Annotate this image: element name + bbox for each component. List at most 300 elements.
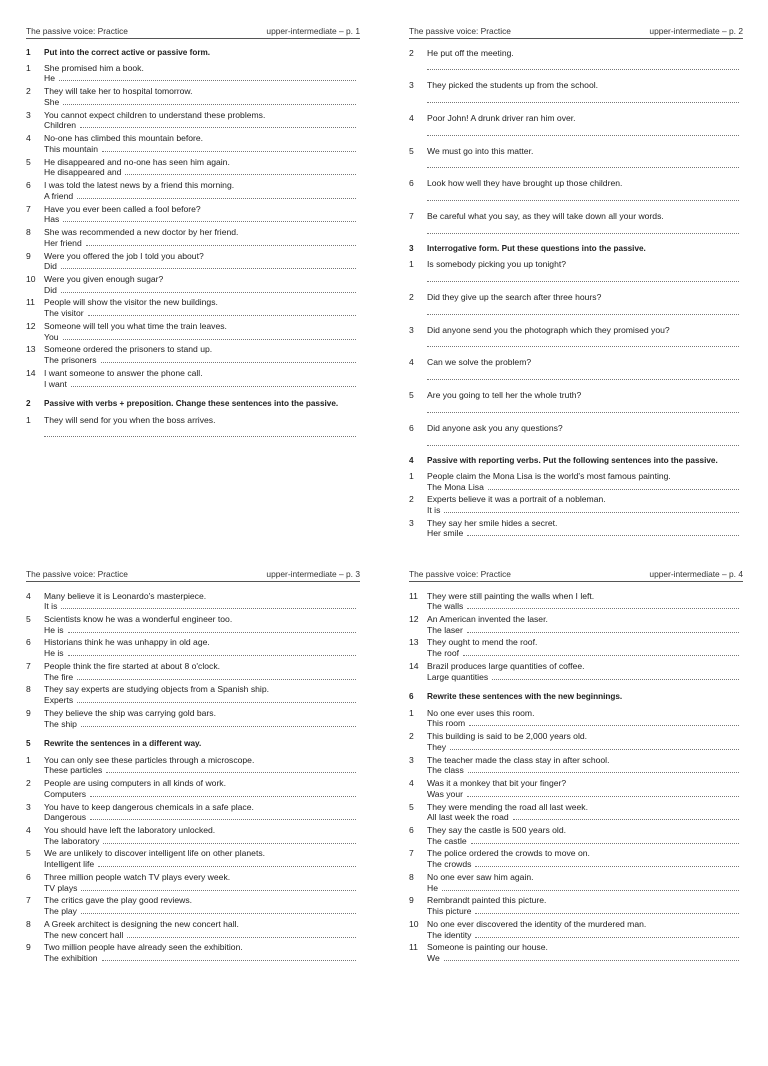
question-text: You can only see these particles through a microscope. xyxy=(44,754,255,765)
answer-stem: He xyxy=(427,882,438,893)
answer-stem: The Mona Lisa xyxy=(427,481,484,492)
answer-stem: It is xyxy=(427,505,441,516)
question-text: Have you ever been called a fool before? xyxy=(44,203,201,214)
question-line xyxy=(409,708,743,719)
answer-stem: Children xyxy=(44,120,77,131)
question-line xyxy=(26,637,360,648)
answer-stem: The exhibition xyxy=(44,953,98,964)
item-number: 2 xyxy=(26,86,31,97)
answer-line xyxy=(409,672,743,683)
item-number: 11 xyxy=(409,942,418,953)
exercise-item xyxy=(409,113,743,136)
exercise-item xyxy=(409,292,743,315)
answer-line xyxy=(26,953,360,964)
answer-line xyxy=(409,648,743,659)
answer-line xyxy=(26,167,360,178)
answer-blank xyxy=(81,883,356,891)
exercise xyxy=(409,456,743,540)
question-line xyxy=(409,518,743,529)
answer-line xyxy=(26,308,360,319)
exercise-item xyxy=(409,895,743,916)
question-line xyxy=(409,731,743,742)
exercise-item xyxy=(26,157,360,178)
item-number: 5 xyxy=(26,156,31,167)
answer-blank xyxy=(90,789,356,797)
answer-line xyxy=(409,189,743,201)
item-number: 3 xyxy=(409,80,414,91)
item-number: 3 xyxy=(26,801,31,812)
question-line xyxy=(26,872,360,883)
question-line xyxy=(409,591,743,602)
answer-stem: This picture xyxy=(427,906,472,917)
answer-stem: The visitor xyxy=(44,308,84,319)
question-line xyxy=(409,357,743,368)
exercise-item xyxy=(26,848,360,869)
question-line xyxy=(26,86,360,97)
exercise-item xyxy=(409,942,743,963)
answer-blank xyxy=(127,930,356,938)
answer-blank xyxy=(427,58,739,70)
question-line xyxy=(26,180,360,191)
answer-blank xyxy=(427,434,739,446)
exercise-title xyxy=(26,48,360,58)
item-number: 7 xyxy=(26,895,31,906)
question-line xyxy=(409,390,743,401)
answer-line xyxy=(409,836,743,847)
question-line xyxy=(26,614,360,625)
worksheet-page-4 xyxy=(409,569,743,1066)
item-number: 6 xyxy=(26,871,31,882)
exercise-number: 3 xyxy=(409,243,414,253)
item-number: 7 xyxy=(409,211,414,222)
question-line xyxy=(26,344,360,355)
answer-line xyxy=(409,124,743,136)
exercise-item xyxy=(26,684,360,705)
question-line xyxy=(409,778,743,789)
item-number: 4 xyxy=(409,357,414,368)
item-number: 8 xyxy=(26,227,31,238)
answer-stem: Has xyxy=(44,214,60,225)
answer-line xyxy=(409,930,743,941)
exercise-item xyxy=(409,471,743,492)
exercise-item xyxy=(26,86,360,107)
answer-blank xyxy=(81,906,356,914)
answer-line xyxy=(26,332,360,343)
question-text: Two million people have already seen the exhibition. xyxy=(44,942,243,953)
worksheet-page-1 xyxy=(26,26,360,523)
exercise-item xyxy=(26,321,360,342)
item-number: 7 xyxy=(26,203,31,214)
answer-stem: TV plays xyxy=(44,882,78,893)
question-text: She promised him a book. xyxy=(44,62,144,73)
exercise xyxy=(409,244,743,446)
question-text: Were you given enough sugar? xyxy=(44,273,164,284)
answer-line xyxy=(409,859,743,870)
exercise-item xyxy=(409,518,743,539)
answer-stem: We xyxy=(427,953,440,964)
item-number: 9 xyxy=(26,250,31,261)
item-number: 7 xyxy=(26,660,31,671)
question-line xyxy=(26,848,360,859)
item-number: 2 xyxy=(409,291,414,302)
answer-blank xyxy=(102,953,356,961)
exercise-item xyxy=(409,178,743,201)
exercise-number: 5 xyxy=(26,739,31,749)
exercise xyxy=(409,48,743,234)
answer-blank xyxy=(468,765,739,773)
answer-stem: The new concert hall xyxy=(44,929,124,940)
answer-line xyxy=(409,482,743,493)
answer-line xyxy=(26,379,360,390)
question-line xyxy=(26,919,360,930)
question-text: Is somebody picking you up tonight? xyxy=(427,259,567,270)
question-line xyxy=(26,227,360,238)
exercise-item xyxy=(26,919,360,940)
item-number: 4 xyxy=(26,133,31,144)
item-number: 4 xyxy=(26,590,31,601)
exercise-instruction: Put into the correct active or passive form. xyxy=(44,47,211,57)
question-line xyxy=(409,614,743,625)
question-line xyxy=(409,919,743,930)
question-text: A Greek architect is designing the new concert hall. xyxy=(44,918,239,929)
question-line xyxy=(409,146,743,157)
item-number: 9 xyxy=(409,895,414,906)
exercise-item xyxy=(26,895,360,916)
answer-blank xyxy=(427,156,739,168)
exercise-item xyxy=(26,415,360,438)
exercise-title xyxy=(409,692,743,702)
answer-stem: Intelligent life xyxy=(44,859,95,870)
answer-blank xyxy=(68,625,356,633)
exercise-item xyxy=(409,325,743,348)
answer-stem: She xyxy=(44,96,60,107)
question-line xyxy=(26,251,360,262)
answer-stem: The roof xyxy=(427,648,460,659)
question-text: People are using computers in all kinds of work. xyxy=(44,778,226,789)
question-line xyxy=(409,802,743,813)
question-line xyxy=(26,778,360,789)
exercise-item xyxy=(26,802,360,823)
question-text: Historians think he was unhappy in old age. xyxy=(44,637,210,648)
exercise-title xyxy=(409,244,743,254)
question-text: They were still painting the walls when I left. xyxy=(427,590,595,601)
page-header xyxy=(26,26,360,39)
exercise-item xyxy=(409,146,743,169)
answer-line xyxy=(409,58,743,70)
exercise-item xyxy=(26,251,360,272)
question-line xyxy=(409,825,743,836)
question-text: People will show the visitor the new buildings. xyxy=(44,297,218,308)
item-number: 3 xyxy=(409,324,414,335)
answer-blank xyxy=(101,355,356,363)
question-text: They say experts are studying objects from a Spanish ship. xyxy=(44,684,269,695)
question-text: You cannot expect children to understand these problems. xyxy=(44,109,266,120)
answer-line xyxy=(409,222,743,234)
answer-blank xyxy=(492,672,739,680)
exercise-item xyxy=(409,591,743,612)
question-text: No one ever uses this room. xyxy=(427,707,535,718)
answer-line xyxy=(26,144,360,155)
exercise-instruction: Rewrite the sentences in a different way. xyxy=(44,739,202,749)
answer-stem: You xyxy=(44,331,59,342)
question-text: He put off the meeting. xyxy=(427,47,514,58)
question-text: They will take her to hospital tomorrow. xyxy=(44,86,193,97)
answer-stem: The ship xyxy=(44,718,77,729)
question-line xyxy=(409,113,743,124)
answer-stem: The laser xyxy=(427,624,463,635)
exercise-item xyxy=(26,591,360,612)
item-number: 5 xyxy=(26,613,31,624)
answer-blank xyxy=(427,401,739,413)
question-text: No one ever saw him again. xyxy=(427,871,534,882)
answer-line xyxy=(26,672,360,683)
answer-stem: Her friend xyxy=(44,237,82,248)
item-number: 14 xyxy=(26,367,36,378)
exercise-item xyxy=(26,110,360,131)
item-number: 8 xyxy=(26,918,31,929)
answer-stem: The crowds xyxy=(427,859,472,870)
item-number: 4 xyxy=(26,824,31,835)
exercise-item xyxy=(26,180,360,201)
question-text: They picked the students up from the school. xyxy=(427,80,599,91)
answer-stem: Was your xyxy=(427,788,463,799)
item-number: 2 xyxy=(409,494,414,505)
worksheet-page-3 xyxy=(26,569,360,1066)
answer-blank xyxy=(106,765,356,773)
answer-line xyxy=(409,434,743,446)
item-number: 13 xyxy=(26,344,36,355)
item-number: 1 xyxy=(409,707,414,718)
question-line xyxy=(409,325,743,336)
question-line xyxy=(409,494,743,505)
answer-stem: Did xyxy=(44,261,57,272)
exercise xyxy=(26,48,360,390)
answer-stem: Did xyxy=(44,284,57,295)
item-number: 4 xyxy=(409,112,414,123)
answer-line xyxy=(409,91,743,103)
item-number: 7 xyxy=(409,848,414,859)
question-text: No one ever discovered the identity of the murdered man. xyxy=(427,918,647,929)
question-line xyxy=(26,204,360,215)
answer-blank xyxy=(98,859,356,867)
item-number: 11 xyxy=(409,590,418,601)
answer-blank xyxy=(467,625,739,633)
answer-stem: Her smile xyxy=(427,528,464,539)
answer-blank xyxy=(475,930,739,938)
question-text: People claim the Mona Lisa is the world's most famous painting. xyxy=(427,470,671,481)
question-line xyxy=(26,895,360,906)
item-number: 5 xyxy=(409,145,414,156)
answer-stem: This room xyxy=(427,718,466,729)
answer-blank xyxy=(471,836,739,844)
answer-blank xyxy=(488,482,739,490)
answer-blank xyxy=(71,379,356,387)
exercise xyxy=(26,591,360,730)
exercise-item xyxy=(26,344,360,365)
answer-blank xyxy=(469,718,739,726)
answer-line xyxy=(26,285,360,296)
exercise-item xyxy=(26,368,360,389)
answer-line xyxy=(26,859,360,870)
question-text: The teacher made the class stay in after school. xyxy=(427,754,610,765)
question-line xyxy=(409,637,743,648)
item-number: 9 xyxy=(26,707,31,718)
answer-blank xyxy=(44,425,356,437)
item-number: 1 xyxy=(26,754,31,765)
answer-line xyxy=(26,214,360,225)
answer-line xyxy=(26,695,360,706)
exercise-item xyxy=(26,778,360,799)
answer-stem: A friend xyxy=(44,190,74,201)
answer-stem: He xyxy=(44,73,55,84)
question-text: We are unlikely to discover intelligent life on other planets. xyxy=(44,848,266,859)
answer-line xyxy=(409,625,743,636)
exercise-item xyxy=(26,614,360,635)
answer-blank xyxy=(427,335,739,347)
exercise-item xyxy=(26,274,360,295)
answer-blank xyxy=(61,601,356,609)
answer-stem: He is xyxy=(44,648,64,659)
question-line xyxy=(409,471,743,482)
item-number: 2 xyxy=(26,778,31,789)
question-line xyxy=(409,848,743,859)
question-line xyxy=(26,661,360,672)
answer-line xyxy=(409,906,743,917)
question-text: Three million people watch TV plays every week. xyxy=(44,871,231,882)
item-number: 12 xyxy=(409,613,419,624)
page-title: The passive voice: Practice xyxy=(409,569,511,579)
answer-stem: He disappeared and xyxy=(44,167,122,178)
exercise-item xyxy=(409,848,743,869)
exercise-item xyxy=(26,637,360,658)
answer-blank xyxy=(475,906,739,914)
item-number: 3 xyxy=(409,754,414,765)
answer-stem: The castle xyxy=(427,835,467,846)
answer-blank xyxy=(442,883,739,891)
question-text: Was it a monkey that bit your finger? xyxy=(427,778,567,789)
answer-line xyxy=(409,335,743,347)
answer-stem: Experts xyxy=(44,695,74,706)
exercise-number: 4 xyxy=(409,455,414,465)
page-title: The passive voice: Practice xyxy=(26,26,128,36)
answer-blank xyxy=(63,332,356,340)
answer-stem: All last week the road xyxy=(427,812,509,823)
page-header xyxy=(409,26,743,39)
question-line xyxy=(26,274,360,285)
exercise-item xyxy=(409,614,743,635)
answer-stem: The fire xyxy=(44,671,74,682)
exercise-item xyxy=(26,661,360,682)
exercise-item xyxy=(26,204,360,225)
question-line xyxy=(26,708,360,719)
question-line xyxy=(26,321,360,332)
question-text: Be careful what you say, as they will take down all your words. xyxy=(427,211,664,222)
exercise-instruction: Passive with verbs + preposition. Change these sentences into the passive. xyxy=(44,399,339,409)
question-line xyxy=(409,755,743,766)
answer-line xyxy=(26,625,360,636)
exercise-item xyxy=(409,708,743,729)
question-line xyxy=(26,415,360,426)
question-text: They ought to mend the roof. xyxy=(427,637,538,648)
question-line xyxy=(26,110,360,121)
exercise-item xyxy=(409,755,743,776)
exercise-item xyxy=(409,423,743,446)
answer-line xyxy=(26,906,360,917)
question-line xyxy=(409,178,743,189)
answer-blank xyxy=(86,238,356,246)
answer-stem: Dangerous xyxy=(44,812,87,823)
page-level: upper-intermediate – p. 3 xyxy=(266,569,360,579)
question-text: Many believe it is Leonardo's masterpiece. xyxy=(44,590,207,601)
answer-line xyxy=(26,789,360,800)
question-line xyxy=(26,157,360,168)
question-line xyxy=(26,591,360,602)
item-number: 9 xyxy=(26,942,31,953)
question-text: Were you offered the job I told you about? xyxy=(44,250,204,261)
answer-stem: He is xyxy=(44,624,64,635)
item-number: 3 xyxy=(409,517,414,528)
exercise-item xyxy=(409,802,743,823)
exercise-item xyxy=(26,708,360,729)
question-text: Did anyone send you the photograph which they promised you? xyxy=(427,324,670,335)
exercise-item xyxy=(409,919,743,940)
question-line xyxy=(409,942,743,953)
question-text: Someone ordered the prisoners to stand up. xyxy=(44,344,213,355)
exercise-item xyxy=(409,211,743,234)
question-line xyxy=(26,297,360,308)
question-text: Someone is painting our house. xyxy=(427,942,548,953)
exercise-item xyxy=(409,661,743,682)
answer-line xyxy=(26,719,360,730)
answer-blank xyxy=(59,73,356,81)
exercise-item xyxy=(409,80,743,103)
exercise-item xyxy=(409,390,743,413)
answer-line xyxy=(26,425,360,437)
answer-blank xyxy=(103,836,356,844)
question-text: You have to keep dangerous chemicals in a safe place. xyxy=(44,801,254,812)
item-number: 5 xyxy=(409,801,414,812)
exercise-item xyxy=(26,755,360,776)
answer-stem: These particles xyxy=(44,765,103,776)
exercise-item xyxy=(409,825,743,846)
answer-blank xyxy=(81,719,356,727)
answer-line xyxy=(409,883,743,894)
question-line xyxy=(26,825,360,836)
item-number: 5 xyxy=(409,390,414,401)
item-number: 13 xyxy=(409,637,419,648)
question-line xyxy=(409,80,743,91)
exercise-number: 1 xyxy=(26,47,31,57)
answer-blank xyxy=(427,189,739,201)
answer-blank xyxy=(427,124,739,136)
exercise-title xyxy=(409,456,743,466)
answer-blank xyxy=(475,859,739,867)
page-header xyxy=(409,569,743,582)
item-number: 1 xyxy=(26,62,31,73)
question-text: The critics gave the play good reviews. xyxy=(44,895,193,906)
answer-line xyxy=(26,238,360,249)
answer-line xyxy=(26,836,360,847)
answer-stem: The class xyxy=(427,765,464,776)
item-number: 2 xyxy=(409,47,414,58)
item-number: 1 xyxy=(26,414,31,425)
question-text: Rembrandt painted this picture. xyxy=(427,895,547,906)
answer-blank xyxy=(463,648,739,656)
answer-stem: This mountain xyxy=(44,143,98,154)
question-text: I want someone to answer the phone call. xyxy=(44,367,203,378)
answer-stem: The laboratory xyxy=(44,835,100,846)
page-title: The passive voice: Practice xyxy=(26,569,128,579)
